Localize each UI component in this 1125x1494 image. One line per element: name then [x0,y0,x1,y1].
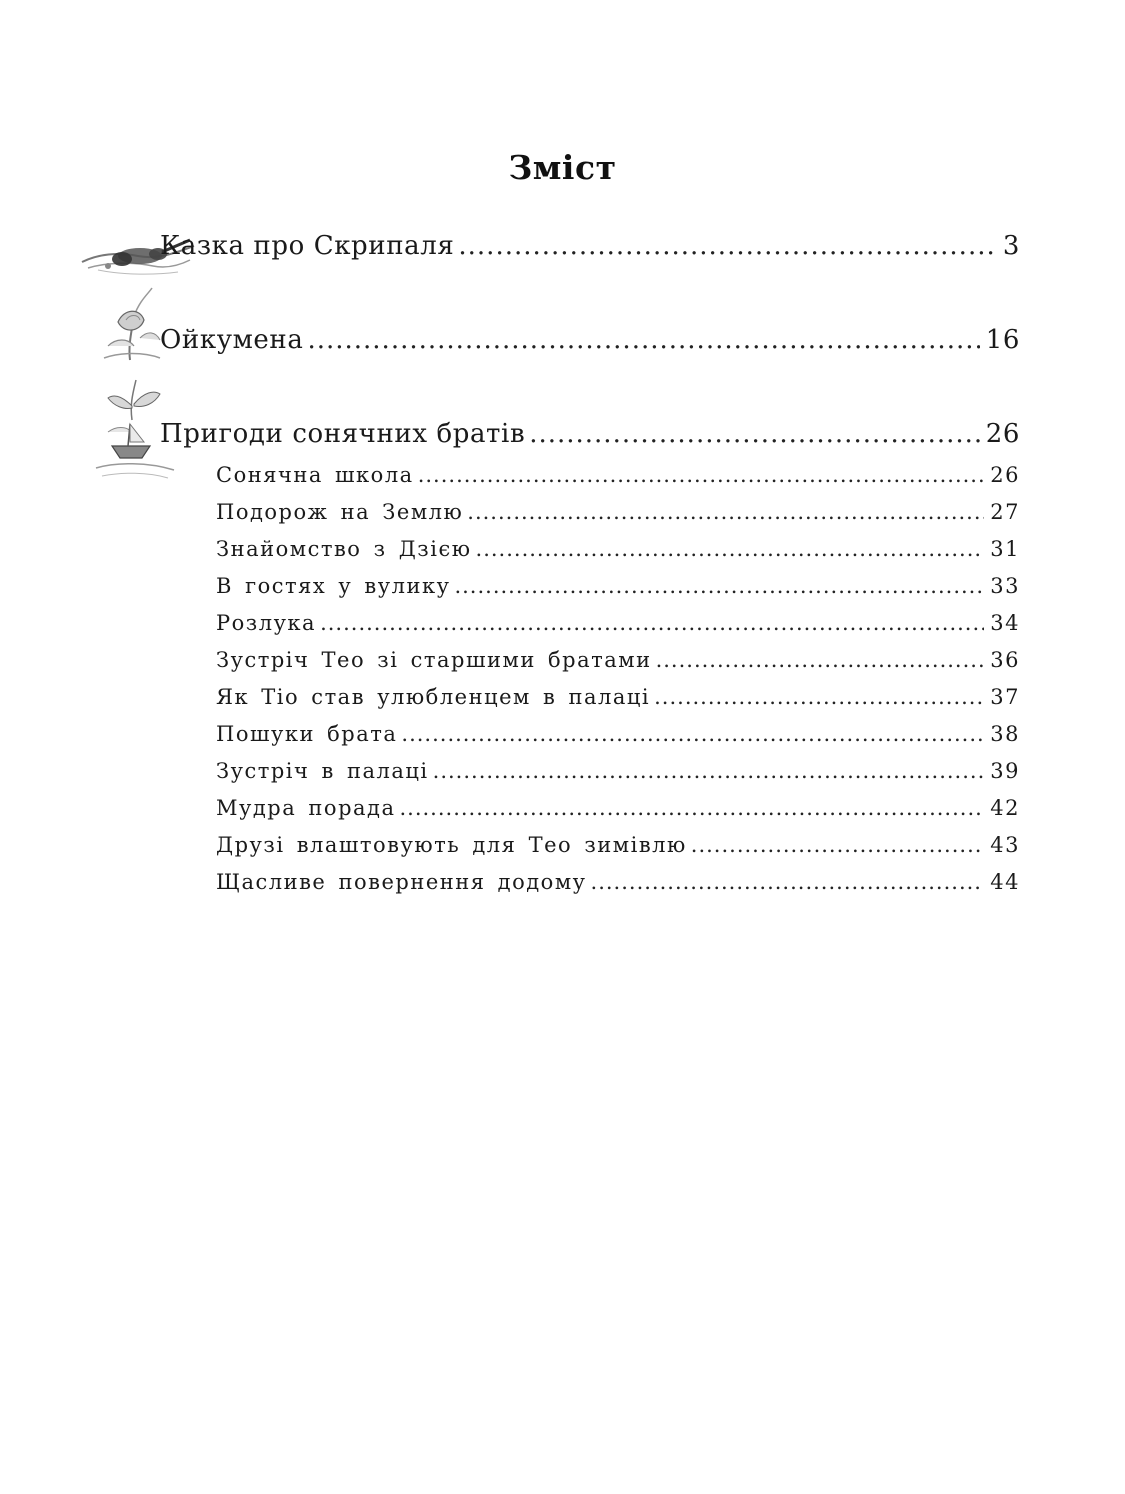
toc-subentry[interactable] [216,537,1020,561]
page-title: Зміст [508,148,617,187]
toc-subentry-title: Розлука [216,611,317,635]
toc-subentry[interactable] [216,574,1020,598]
toc-leader-dots [458,231,996,261]
toc-leader-dots [320,611,984,635]
flower-illustration-icon [100,286,164,362]
toc-entry-page: 3 [1002,231,1020,261]
toc-subentry[interactable] [216,870,1020,894]
toc-entry-title: Пригоди сонячних братів [160,419,526,449]
toc-subentry-title: В гостях у вулику [216,574,451,598]
toc-subentry[interactable] [216,648,1020,672]
toc-entry-page: 16 [985,325,1020,355]
toc-subentry-page: 44 [990,870,1020,894]
toc-leader-dots [591,870,985,894]
toc-subentry-page: 27 [990,500,1020,524]
toc-subentry[interactable] [216,833,1020,857]
toc-subentry-title: Подорож на Землю [216,500,464,524]
toc-subentry-title: Як Тіо став улюбленцем в палаці [216,685,651,709]
toc-leader-dots [418,463,985,487]
toc-subentry[interactable] [216,759,1020,783]
toc-subentry-page: 37 [990,685,1020,709]
toc-leader-dots [454,574,984,598]
toc-subentry[interactable] [216,722,1020,746]
toc-subentry-title: Сонячна школа [216,463,414,487]
toc-entry-page: 26 [985,419,1020,449]
toc-entry[interactable] [160,231,1020,261]
toc-leader-dots [401,722,984,746]
toc-leader-dots [307,325,979,355]
toc-leader-dots [654,685,984,709]
toc-subentry-title: Зустріч в палаці [216,759,429,783]
toc-entry[interactable] [160,325,1020,355]
toc-subentry-title: Мудра порада [216,796,396,820]
toc-leader-dots [399,796,984,820]
toc-leader-dots [656,648,985,672]
toc-subentry-page: 42 [990,796,1020,820]
toc-subentry-page: 36 [990,648,1020,672]
toc-entry[interactable] [160,419,1020,449]
toc-subentry-page: 39 [990,759,1020,783]
toc-subentry[interactable] [216,796,1020,820]
toc-subentry-page: 38 [990,722,1020,746]
toc-entry-title: Казка про Скрипаля [160,231,455,261]
toc-entry-title: Ойкумена [160,325,304,355]
toc-subentry-page: 31 [990,537,1020,561]
toc-subentry-title: Знайомство з Дзією [216,537,472,561]
toc-subentry-title: Щасливе повернення додому [216,870,587,894]
toc-subentry[interactable] [216,463,1020,487]
toc-subentry-page: 43 [990,833,1020,857]
toc-subentry-page: 34 [990,611,1020,635]
toc-leader-dots [691,833,985,857]
toc-leader-dots [476,537,985,561]
toc-leader-dots [433,759,985,783]
toc-leader-dots [529,419,980,449]
toc-subentry-title: Зустріч Тео зі старшими братами [216,648,652,672]
toc-subentry[interactable] [216,500,1020,524]
toc-subentry-title: Друзі влаштовують для Тео зимівлю [216,833,687,857]
toc-subentry-page: 26 [990,463,1020,487]
toc-subentry-page: 33 [990,574,1020,598]
toc-subentry-title: Пошуки брата [216,722,398,746]
toc-leader-dots [467,500,984,524]
toc-subentry[interactable] [216,611,1020,635]
toc-subentry[interactable] [216,685,1020,709]
